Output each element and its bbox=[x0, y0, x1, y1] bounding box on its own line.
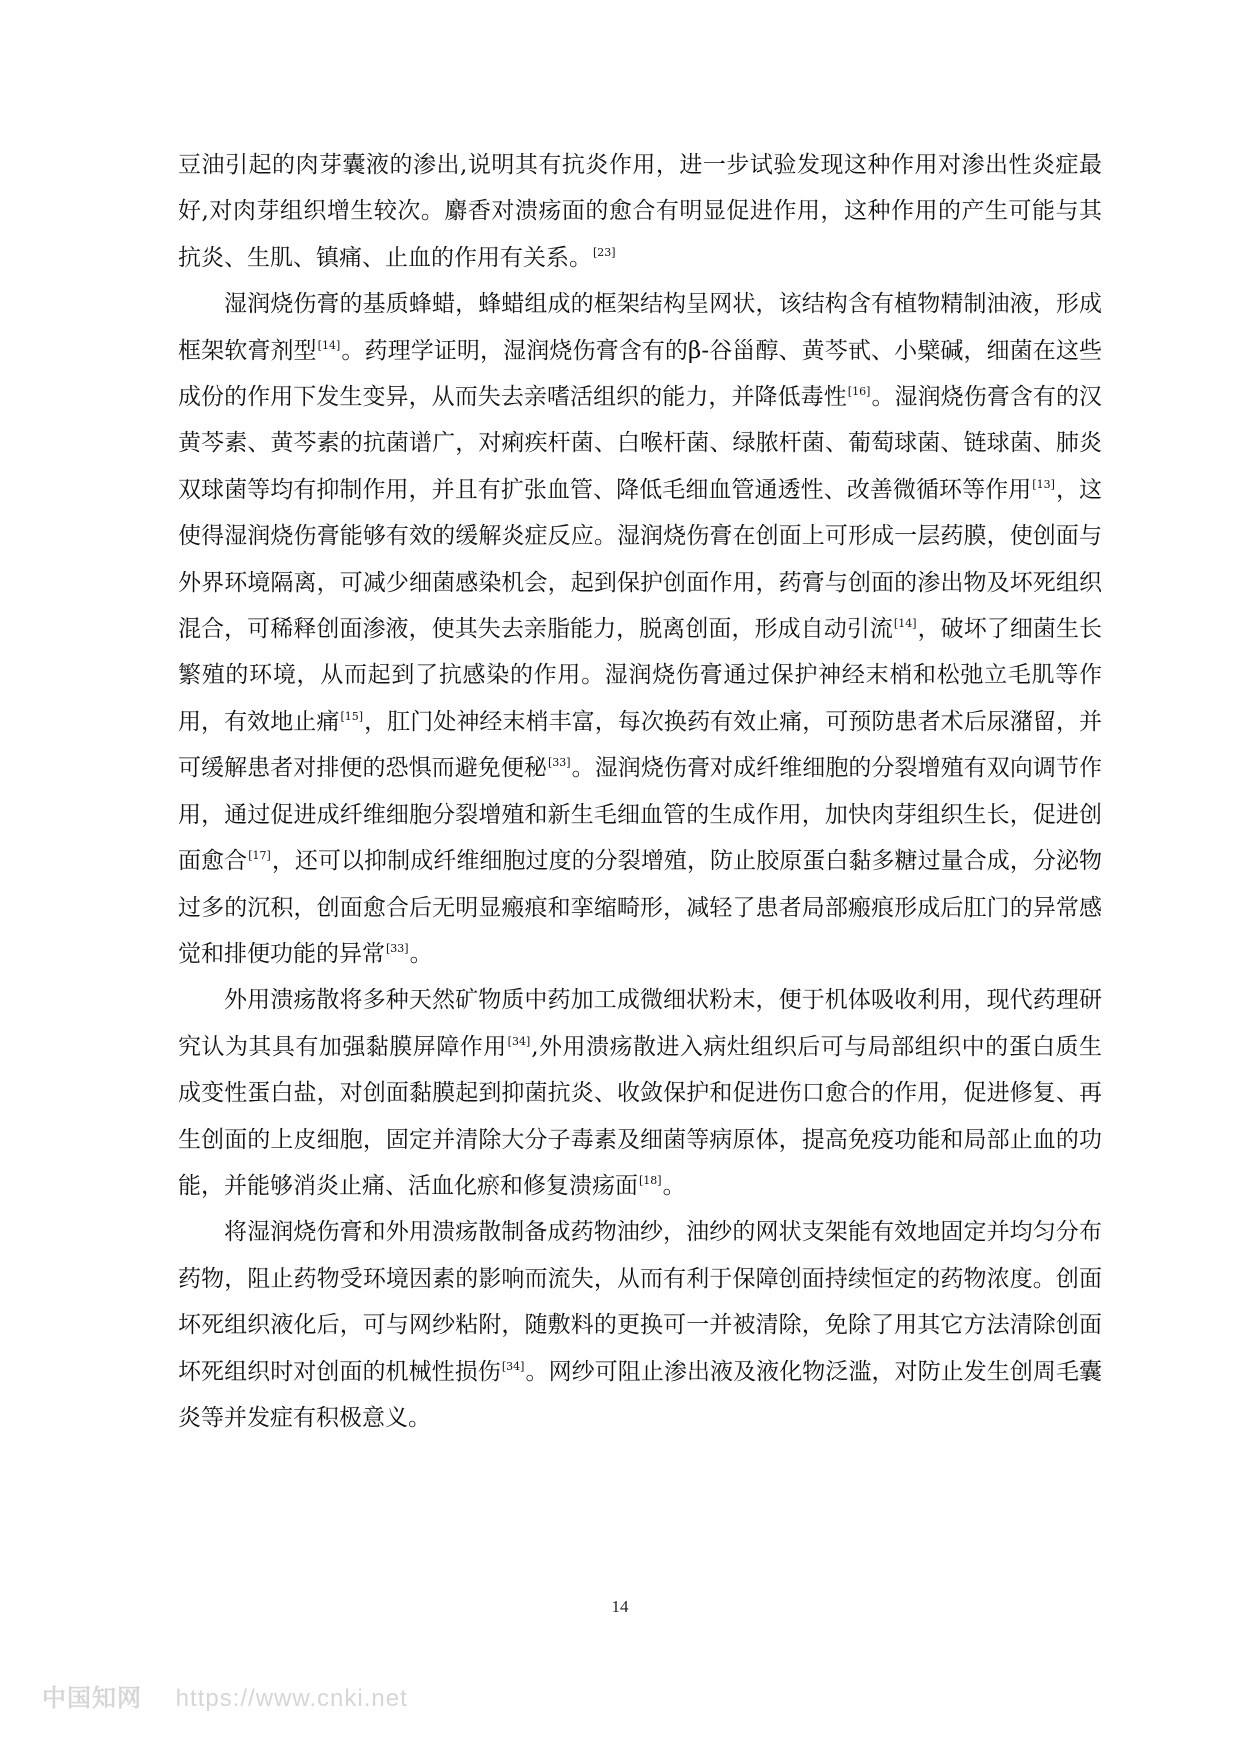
citation-ref: [16] bbox=[847, 385, 871, 399]
citation-ref: [15] bbox=[340, 709, 364, 723]
cnki-watermark bbox=[42, 1678, 408, 1713]
text-run: ，这使得湿润烧伤膏能够有效的缓解炎症反应。湿润烧伤膏在创面上可形成一层药膜，使创面与外界环境隔离，可减少细菌感染机会，起到保护创面作用，药膏与创面的渗出物及坏死组织混合，可稀释创面渗液，使其失去亲脂能力，脱离创面，形成自动引流 bbox=[178, 476, 1103, 643]
body-text bbox=[178, 142, 1102, 1441]
citation-ref: [23] bbox=[593, 245, 616, 259]
cnki-url: https://www.cnki.net bbox=[175, 1685, 408, 1712]
paragraph bbox=[178, 977, 1102, 1209]
citation-ref: [13] bbox=[1032, 477, 1055, 491]
text-run: 。网纱可阻止渗出液及液化物泛滥，对防止发生创周毛囊炎等并发症有积极意义。 bbox=[178, 1358, 1103, 1431]
text-run: ,外用溃疡散进入病灶组织后可与局部组织中的蛋白质生成变性蛋白盐，对创面黏膜起到抑菌抗炎、收敛保护和促进伤口愈合的作用，促进修复、再生创面的上皮细胞，固定并清除大分子毒素及细菌等病原体，提高免疫功能和局部止血的功能，并能够消炎止痛、活血化瘀和修复溃疡面 bbox=[178, 1033, 1103, 1199]
citation-ref: [14] bbox=[893, 617, 917, 631]
text-run: 。湿润烧伤膏对成纤维细胞的分裂增殖有双向调节作用，通过促进成纤维细胞分裂增殖和新生毛细血管的生成作用，加快肉芽组织生长，促进创面愈合 bbox=[178, 755, 1103, 875]
text-run: 。 bbox=[662, 1172, 686, 1199]
citation-ref: [34] bbox=[501, 1359, 525, 1373]
citation-ref: [33] bbox=[386, 941, 409, 955]
citation-ref: [18] bbox=[639, 1173, 662, 1187]
cnki-logo: 中国知网 bbox=[42, 1684, 142, 1712]
paragraph bbox=[178, 1209, 1102, 1441]
text-run: ，还可以抑制成纤维细胞过度的分裂增殖，防止胶原蛋白黏多糖过量合成，分泌物过多的沉积，创面愈合后无明显瘢痕和挛缩畸形，减轻了患者局部瘢痕形成后肛门的异常感觉和排便功能的异常 bbox=[178, 848, 1103, 967]
text-run: ，肛门处神经末梢丰富，每次换药有效止痛，可预防患者术后尿潴留，并可缓解患者对排便的恐惧而避免便秘 bbox=[178, 708, 1103, 782]
text-run: 豆油引起的肉芽囊液的渗出,说明其有抗炎作用，进一步试验发现这种作用对渗出性炎症最好,对肉芽组织增生较次。麝香对溃疡面的愈合有明显促进作用，这种作用的产生可能与其抗炎、生肌、镇痛、止血的作用有关系。 bbox=[178, 152, 1102, 271]
citation-ref: [17] bbox=[248, 849, 271, 863]
text-run: 。湿润烧伤膏含有的汉黄芩素、黄芩素的抗菌谱广，对痢疾杆菌、白喉杆菌、绿脓杆菌、葡萄球菌、链球菌、肺炎双球菌等均有抑制作用，并且有扩张血管、降低毛细血管通透性、改善微循环等作用 bbox=[178, 384, 1103, 503]
text-run: 。 bbox=[409, 940, 433, 967]
citation-ref: [14] bbox=[317, 338, 341, 352]
text-run: 湿润烧伤膏的基质蜂蜡，蜂蜡组成的框架结构呈网状，该结构含有植物精制油液，形成框架软膏剂型 bbox=[178, 291, 1102, 364]
citation-ref: [34] bbox=[507, 1034, 531, 1048]
text-run: 外用溃疡散将多种天然矿物质中药加工成微细状粉末，便于机体吸收利用，现代药理研究认为其具有加强黏膜屏障作用 bbox=[178, 987, 1102, 1060]
text-run: 。药理学证明，湿润烧伤膏含有的β-谷甾醇、黄芩甙、小檗碱，细菌在这些成份的作用下发生变异，从而失去亲嗜活组织的能力，并降低毒性 bbox=[178, 337, 1102, 411]
text-run: ，破坏了细菌生长繁殖的环境，从而起到了抗感染的作用。湿润烧伤膏通过保护神经末梢和松弛立毛肌等作用，有效地止痛 bbox=[178, 616, 1103, 735]
page-number: 14 bbox=[611, 1597, 629, 1616]
paragraph bbox=[178, 142, 1102, 281]
paragraph bbox=[178, 281, 1102, 977]
text-run: 将湿润烧伤膏和外用溃疡散制备成药物油纱，油纱的网状支架能有效地固定并均匀分布药物，阻止药物受环境因素的影响而流失，从而有利于保障创面持续恒定的药物浓度。创面坏死组织液化后，可与网纱粘附，随敷料的更换可一并被清除，免除了用其它方法清除创面坏死组织时对创面的机械性损伤 bbox=[178, 1219, 1102, 1385]
citation-ref: [33] bbox=[548, 756, 571, 770]
